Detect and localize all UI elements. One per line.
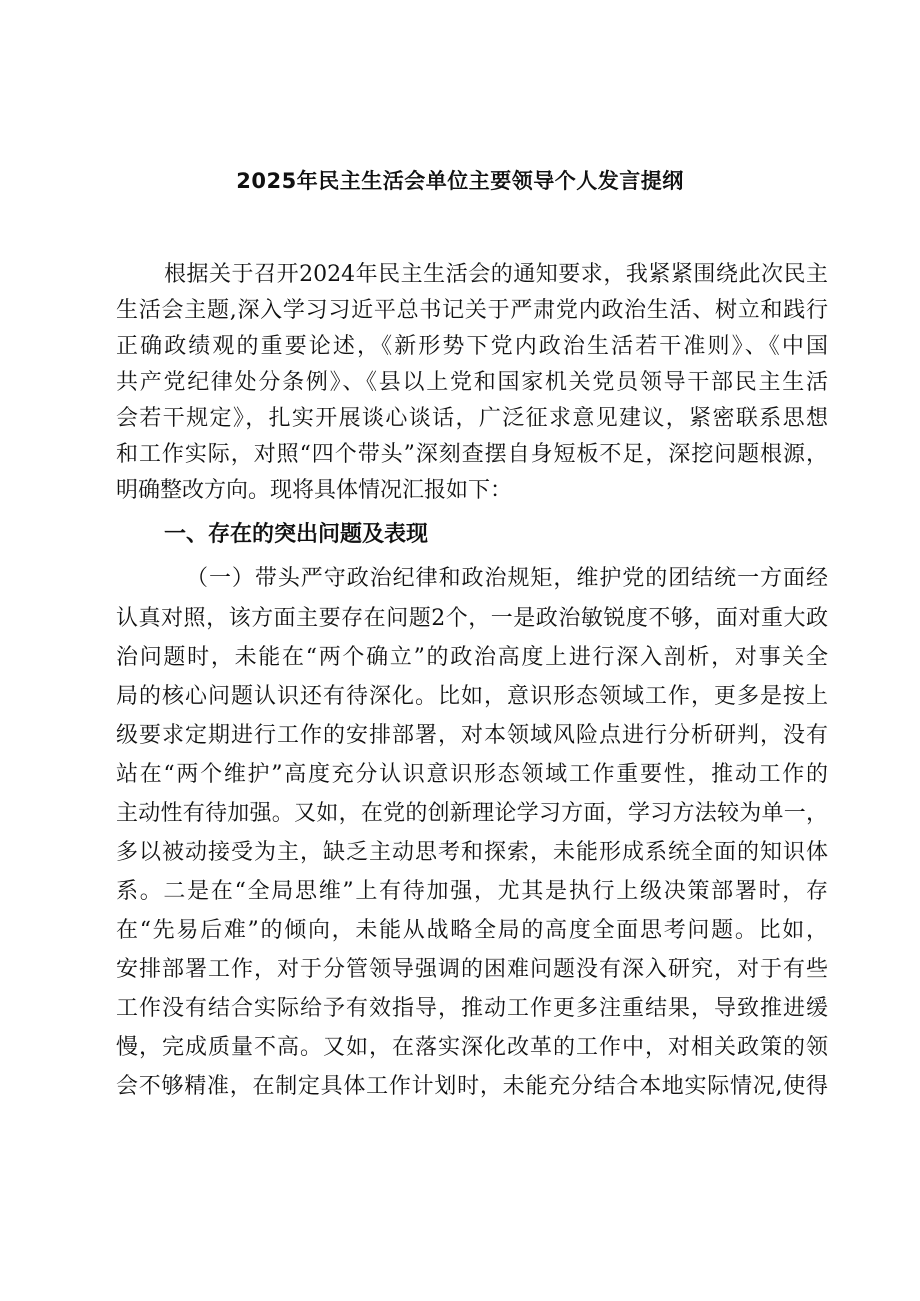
subsection-line-10: 在“先易后难”的倾向，未能从战略全局的高度全面思考问题。比如，: [116, 918, 828, 943]
subsection-line-14: 会不够精准，在制定具体工作计划时，未能充分结合本地实际情况,使得: [116, 1074, 828, 1099]
subsection-line-6: 站在“两个维护”高度充分认识意识形态领域工作重要性，推动工作的: [116, 762, 828, 787]
subsection-line-12: 工作没有结合实际给予有效指导，推动工作更多注重结果，导致推进缓: [116, 996, 828, 1021]
subsection-line-4: 局的核心问题认识还有待深化。比如，意识形态领域工作，更多是按上: [116, 684, 828, 709]
subsection-line-3: 治问题时，未能在“两个确立”的政治高度上进行深入剖析，对事关全: [116, 645, 828, 670]
section-heading: 一、存在的突出问题及表现: [164, 522, 429, 547]
subsection-line-9: 系。二是在“全局思维”上有待加强，尤其是执行上级决策部署时，存: [116, 879, 828, 904]
intro-line-3: 正确政绩观的重要论述，《新形势下党内政治生活若干准则》、《中国: [116, 334, 828, 359]
intro-line-1: 根据关于召开2024年民主生活会的通知要求，我紧紧围绕此次民主: [164, 262, 828, 287]
subsection-line-2: 认真对照，该方面主要存在问题2个，一是政治敏锐度不够，面对重大政: [116, 606, 828, 631]
intro-line-2: 生活会主题,深入学习习近平总书记关于严肃党内政治生活、树立和践行: [116, 298, 828, 323]
subsection-line-11: 安排部署工作，对于分管领导强调的困难问题没有深入研究，对于有些: [116, 957, 828, 982]
intro-line-4: 共产党纪律处分条例》、《县以上党和国家机关党员领导干部民主生活: [116, 370, 828, 395]
subsection-line-8: 多以被动接受为主，缺乏主动思考和探索，未能形成系统全面的知识体: [116, 840, 828, 865]
subsection-line-13: 慢，完成质量不高。又如，在落实深化改革的工作中，对相关政策的领: [116, 1035, 828, 1060]
intro-line-7: 明确整改方向。现将具体情况汇报如下：: [116, 478, 513, 503]
intro-line-5: 会若干规定》，扎实开展谈心谈话，广泛征求意见建议，紧密联系思想: [116, 406, 828, 431]
subsection-line-7: 主动性有待加强。又如，在党的创新理论学习方面，学习方法较为单一，: [116, 801, 828, 826]
document-title: 2025年民主生活会单位主要领导个人发言提纲: [236, 169, 684, 193]
subsection-line-5: 级要求定期进行工作的安排部署，对本领域风险点进行分析研判，没有: [116, 723, 828, 748]
intro-line-6: 和工作实际，对照“四个带头”深刻查摆自身短板不足，深挖问题根源，: [116, 442, 828, 467]
subsection-line-1: （一）带头严守政治纪律和政治规矩，维护党的团结统一方面经: [186, 566, 828, 591]
